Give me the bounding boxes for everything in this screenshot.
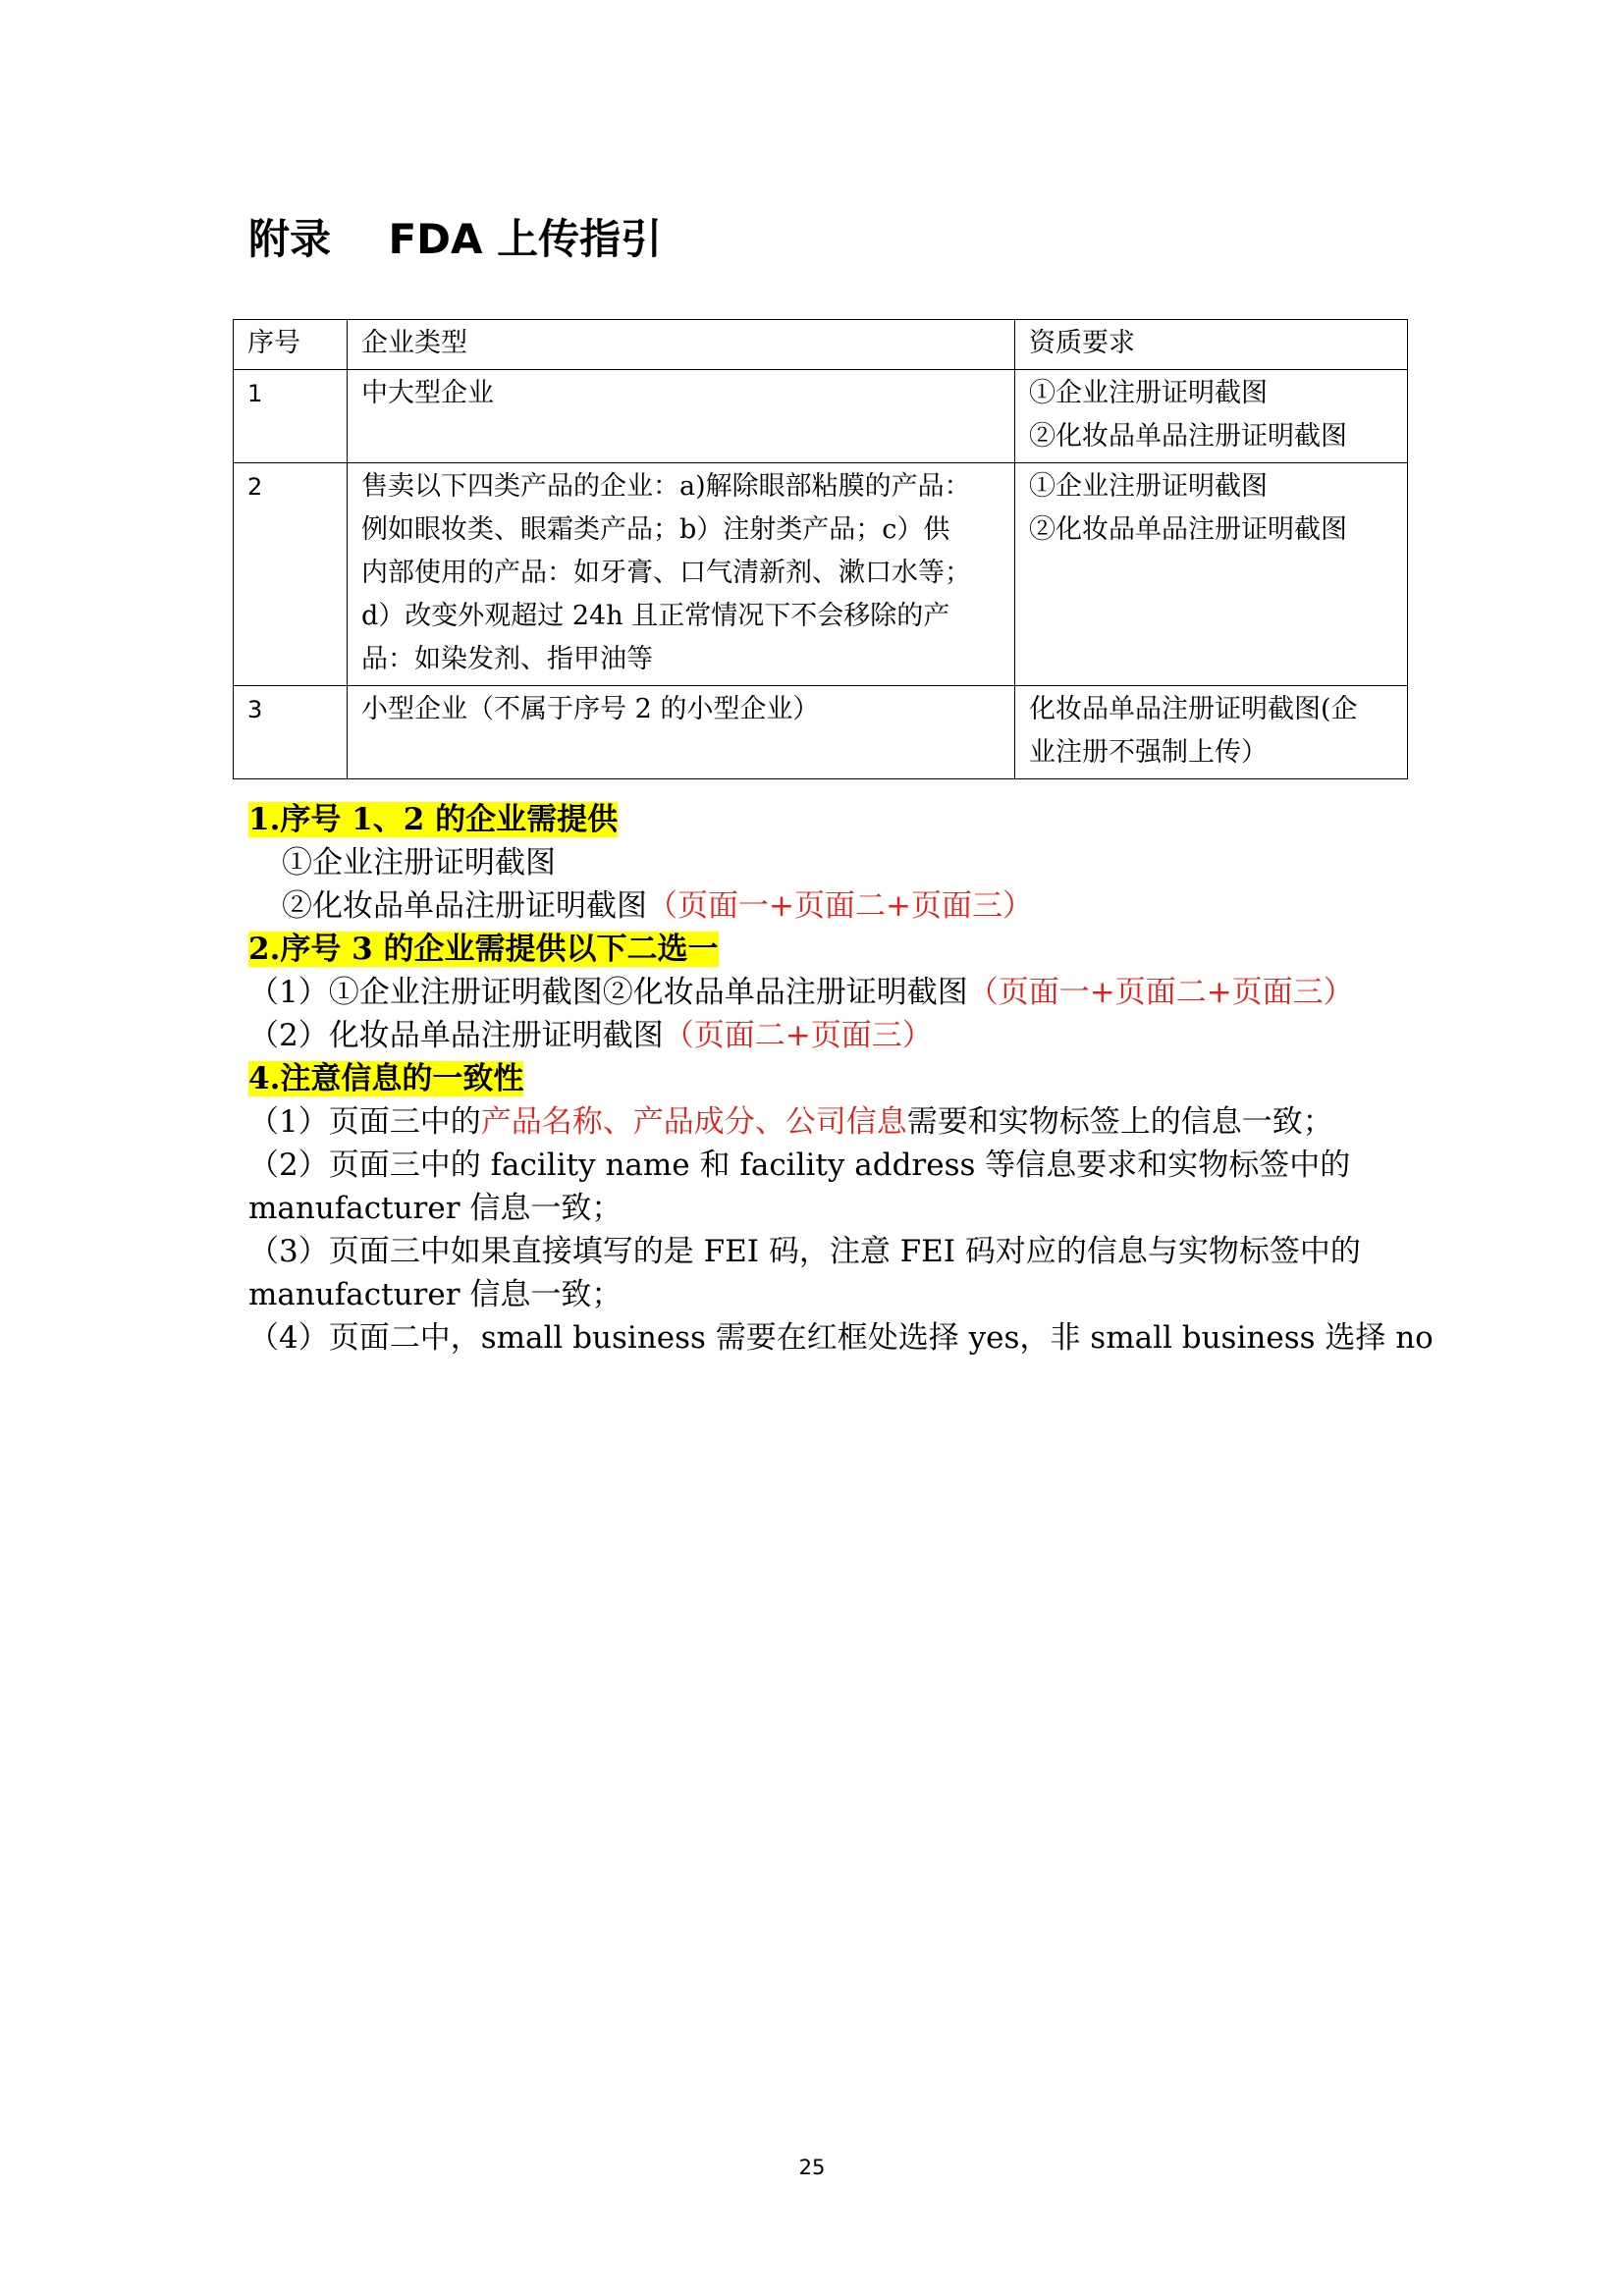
note-text: （1）页面三中的 [248,1104,481,1140]
note-line [248,884,1407,928]
note-line [248,971,1407,1014]
note-line: manufacturer 信息一致； [248,1191,623,1226]
row-no: 3 [234,686,348,779]
table-row [234,370,1408,463]
row-no: 2 [234,463,348,686]
row-type-line: 售卖以下四类产品的企业：a)解除眼部粘膜的产品： [361,471,971,502]
row-type-line: d）改变外观超过 24h 且正常情况下不会移除的产 [361,601,950,631]
row-type-line: 中大型企业 [361,378,494,408]
note-line: （4）页面二中，small business 需要在红框处选择 yes，非 small business 选择 no [248,1320,1434,1356]
header-requirement: 资质要求 [1015,320,1408,370]
red-emphasis: （页面一+页面二+页面三） [967,975,1354,1010]
row-requirement-line: ①企业注册证明截图 [1029,471,1268,502]
red-emphasis: 产品名称、产品成分、公司信息 [480,1104,907,1140]
page-number: 25 [798,2156,826,2179]
row-type [348,463,1015,686]
notes-section [248,798,1434,1360]
row-no: 1 [234,370,348,463]
page-title: 附录 FDA 上传指引 [248,215,663,263]
header-no: 序号 [234,320,348,370]
row-type-line: 内部使用的产品：如牙膏、口气清新剂、漱口水等； [361,558,971,588]
note-text: 需要和实物标签上的信息一致； [906,1104,1333,1140]
highlighted-heading: 4.注意信息的一致性 [248,1061,524,1096]
row-requirement-line: ②化妆品单品注册证明截图 [1029,421,1347,452]
row-requirement [1015,370,1408,463]
highlighted-heading: 1.序号 1、2 的企业需提供 [248,802,619,837]
row-requirement-line: ②化妆品单品注册证明截图 [1029,514,1347,545]
row-type [348,370,1015,463]
header-type: 企业类型 [348,320,1015,370]
highlighted-heading: 2.序号 3 的企业需提供以下二选一 [248,932,719,967]
note-text: （1）①企业注册证明截图②化妆品单品注册证明截图 [248,975,968,1010]
row-requirement-line: 化妆品单品注册证明截图(企 [1029,694,1358,724]
red-emphasis: （页面一+页面二+页面三） [647,888,1033,924]
table-header-row [234,320,1408,370]
note-heading-2 [248,928,1407,971]
requirements-table [233,319,1408,779]
table-row [234,463,1408,686]
note-line: （2）页面三中的 facility name 和 facility address 等信息要求和实物标签中的 [248,1148,1351,1183]
note-text: （2）化妆品单品注册证明截图 [248,1018,664,1053]
row-requirement-line: ①企业注册证明截图 [1029,378,1268,408]
note-line: （3）页面三中如果直接填写的是 FEI 码，注意 FEI 码对应的信息与实物标签中的 [248,1234,1361,1269]
note-line: manufacturer 信息一致； [248,1277,623,1312]
note-line: ①企业注册证明截图 [282,845,556,881]
note-heading-1 [248,798,1407,841]
row-type-line: 品：如染发剂、指甲油等 [361,644,653,674]
row-type-line: 小型企业（不属于序号 2 的小型企业） [361,694,820,724]
row-requirement-line: 业注册不强制上传） [1029,737,1268,768]
red-emphasis: （页面二+页面三） [663,1018,933,1053]
row-type-line: 例如眼妆类、眼霜类产品；b）注射类产品；c）供 [361,514,950,545]
note-heading-4 [248,1057,1407,1100]
row-requirement [1015,463,1408,686]
row-type [348,686,1015,779]
note-line [248,1014,1407,1057]
table-row [234,686,1408,779]
row-requirement [1015,686,1408,779]
note-text: ②化妆品单品注册证明截图 [282,888,647,924]
note-line [248,1100,1407,1144]
